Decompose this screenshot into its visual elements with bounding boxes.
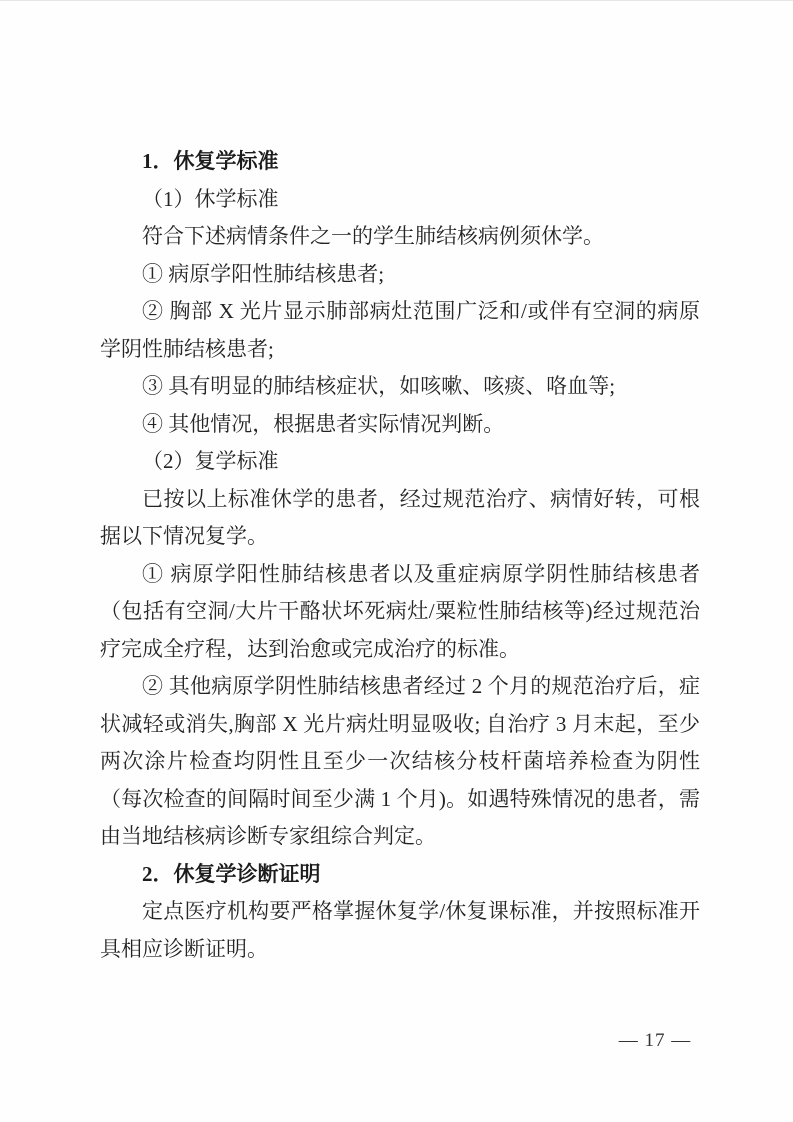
list-item-resumption-1: ① 病原学阳性肺结核患者以及重症病原学阴性肺结核患者（包括有空洞/大片干酪状坏死病灶/粟粒性肺结核等)经过规范治疗完成全疗程，达到治愈或完成治疗的标准。: [100, 561, 700, 661]
paragraph-resumption-intro: 已按以上标准休学的患者，经过规范治疗、病情好转，可根据以下情况复学。: [100, 486, 700, 548]
subsection-title-suspension: （1）休学标准: [142, 186, 279, 211]
subsection-title-resumption: （2）复学标准: [142, 449, 279, 473]
list-item-suspension-1: ① 病原学阳性肺结核患者;: [142, 261, 385, 286]
list-item-suspension-2: ② 胸部 X 光片显示肺部病灶范围广泛和/或伴有空洞的病原学阴性肺结核患者;: [100, 299, 700, 361]
page-number: — 17 —: [618, 1030, 692, 1051]
list-item-suspension-3: ③ 具有明显的肺结核症状，如咳嗽、咳痰、咯血等;: [142, 374, 616, 398]
document-body: [100, 143, 700, 968]
list-item-resumption-2: ② 其他病原学阴性肺结核患者经过 2 个月的规范治疗后，症状减轻或消失,胸部 X 光片病灶明显吸收; 自治疗 3 月末起，至少两次涂片检查均阴性且至少一次结核分枝杆菌培养检查为阴性（每次检查的间隔时间至少满 1 个月)。如遇特殊情况的患者，需由当地结核病诊断专家组综合判定。: [100, 674, 700, 848]
section-heading-1: 1．休复学标准: [142, 149, 279, 173]
section-heading-2: 2．休复学诊断证明: [142, 861, 321, 886]
list-item-suspension-4: ④ 其他情况，根据患者实际情况判断。: [142, 411, 505, 436]
paragraph-diagnosis-proof: 定点医疗机构要严格掌握休复学/休复课标准，并按照标准开具相应诊断证明。: [100, 899, 700, 961]
paragraph-suspension-intro: 符合下述病情条件之一的学生肺结核病例须休学。: [142, 224, 604, 248]
